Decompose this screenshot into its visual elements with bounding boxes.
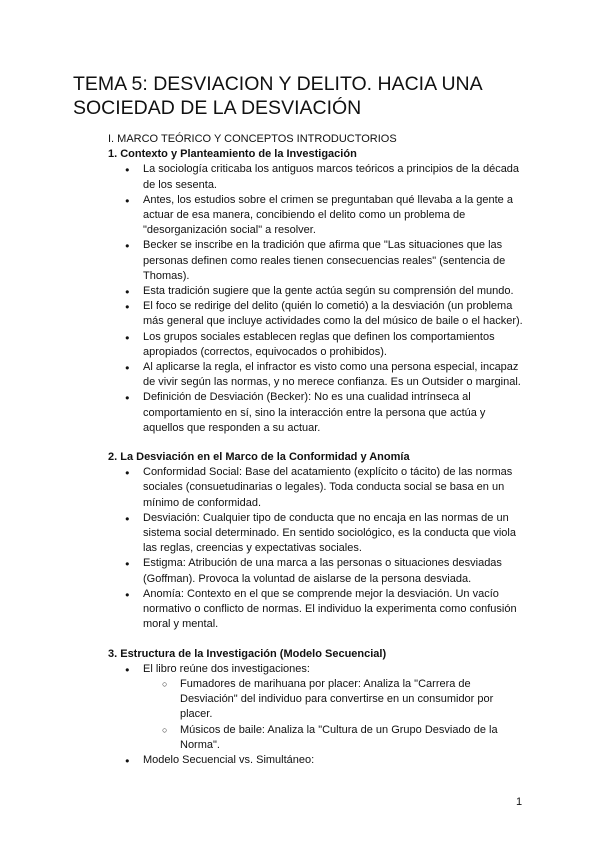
list-item-text: El libro reúne dos investigaciones: bbox=[143, 662, 310, 675]
section-3-list bbox=[108, 662, 528, 768]
nested-list-item: ○ Fumadores de marihuana por placer: Analiza la "Carrera de Desviación" del individuo para convertirse en un consumidor por placer. bbox=[108, 677, 528, 723]
document-body bbox=[108, 132, 528, 768]
list-item: ● La sociología criticaba los antiguos marcos teóricos a principios de la década de los sesenta. bbox=[108, 162, 528, 192]
list-item bbox=[108, 662, 528, 753]
list-item: ● Modelo Secuencial vs. Simultáneo: bbox=[108, 753, 528, 768]
list-item: ● Becker se inscribe en la tradición que afirma que "Las situaciones que las personas definen como reales tienen consecuencias reales" (sentencia de Thomas). bbox=[108, 238, 528, 284]
list-item: ● Los grupos sociales establecen reglas que definen los comportamientos apropiados (correctos, equivocados o prohibidos). bbox=[108, 330, 528, 360]
part-heading: I. MARCO TEÓRICO Y CONCEPTOS INTRODUCTORIOS bbox=[108, 133, 397, 145]
list-item: ● Esta tradición sugiere que la gente actúa según su comprensión del mundo. bbox=[108, 284, 528, 299]
list-item: ● Anomía: Contexto en el que se comprende mejor la desviación. Un vacío normativo o conflicto de normas. El individuo la experimenta como confusión moral y mental. bbox=[108, 587, 528, 633]
page-number: 1 bbox=[516, 796, 523, 808]
list-item: ● Conformidad Social: Base del acatamiento (explícito o tácito) de las normas sociales (consuetudinarias o legales). Toda conducta social se basa en un mínimo de conformidad. bbox=[108, 465, 528, 511]
nested-list-item: ○ Músicos de baile: Analiza la "Cultura de un Grupo Desviado de la Norma". bbox=[108, 723, 528, 753]
section-1-list bbox=[108, 162, 528, 436]
list-item: ● Al aplicarse la regla, el infractor es visto como una persona especial, incapaz de vivir según las normas, y no merece confianza. Es un Outsider o marginal. bbox=[108, 360, 528, 390]
section-2-heading: 2. La Desviación en el Marco de la Conformidad y Anomía bbox=[108, 451, 410, 464]
list-item: ● Antes, los estudios sobre el crimen se preguntaban qué llevaba a la gente a actuar de esa manera, concibiendo el delito como un problema de "desorganización social" a resolver. bbox=[108, 193, 528, 239]
nested-list bbox=[143, 677, 528, 753]
list-item: ● Estigma: Atribución de una marca a las personas o situaciones desviadas (Goffman). Provoca la voluntad de aislarse de la persona desviada. bbox=[108, 556, 528, 586]
document-title: TEMA 5: DESVIACION Y DELITO. HACIA UNA SOCIEDAD DE LA DESVIACIÓN bbox=[73, 73, 482, 119]
section-3-heading: 3. Estructura de la Investigación (Modelo Secuencial) bbox=[108, 647, 387, 660]
list-item: ● El foco se redirige del delito (quién lo cometió) a la desviación (un problema más general que incluye actividades como la del músico de baile o el hacker). bbox=[108, 299, 528, 329]
list-item: ● Desviación: Cualquier tipo de conducta que no encaja en las normas de un sistema social determinado. En sentido sociológico, es la conducta que viola las reglas, creencias y expectativas sociales. bbox=[108, 511, 528, 557]
section-1-heading: 1. Contexto y Planteamiento de la Investigación bbox=[108, 148, 357, 161]
section-2-list bbox=[108, 465, 528, 632]
list-item: ● Definición de Desviación (Becker): No es una cualidad intrínseca al comportamiento en sí, sino la interacción entre la persona que actúa y aquellos que responden a su actuar. bbox=[108, 390, 528, 436]
